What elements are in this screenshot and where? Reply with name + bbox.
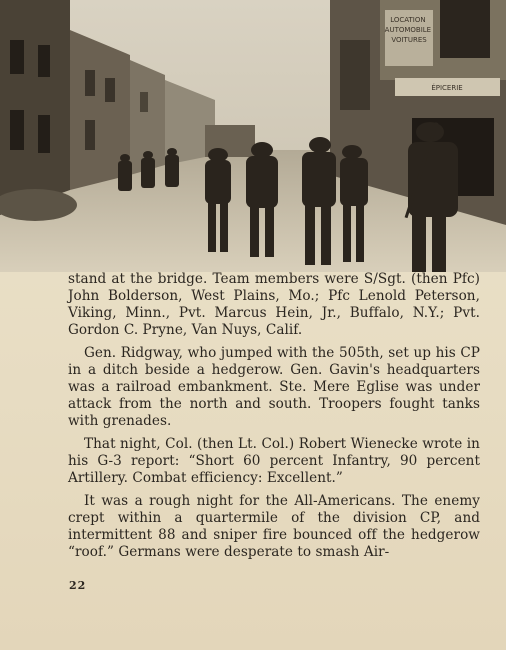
page-number: 22 bbox=[69, 579, 87, 592]
paragraph: Gen. Ridgway, who jumped with the 505th, set up his CP in a ditch beside a hedgerow. Gen. Gavin's headquarters was a railroad embankment. Ste. Mere Eglise was under attack from the north and south. Troopers fought tanks with grenades. bbox=[68, 345, 480, 429]
svg-text:ÉPICERIE: ÉPICERIE bbox=[431, 84, 463, 92]
svg-text:LOCATION AUTOMOBILE: LOCATION AUTOMOBILE VOITURES bbox=[384, 16, 432, 44]
wartime-street-photo bbox=[0, 0, 506, 272]
paragraph: stand at the bridge. Team members were S/Sgt. (then Pfc) John Bolderson, West Plains, Mo.; Pfc Lenold Peterson, Viking, Minn., Pvt. Marcus Hein, Jr., Buffalo, N.Y.; Pvt. Gordon C. Pryne, Van Nuys, Calif. bbox=[68, 271, 480, 338]
article-body bbox=[68, 271, 480, 561]
paragraph: That night, Col. (then Lt. Col.) Robert Wienecke wrote in his G-3 report: “Short 60 percent Infantry, 90 percent Artillery. Combat efficiency: Excellent.” bbox=[68, 436, 480, 486]
paragraph: It was a rough night for the All-Americans. The enemy crept within a quartermile of the division CP, and intermittent 88 and sniper fire bounced off the hedgerow “roof.” Germans were desperate to smash Air- bbox=[68, 493, 480, 560]
